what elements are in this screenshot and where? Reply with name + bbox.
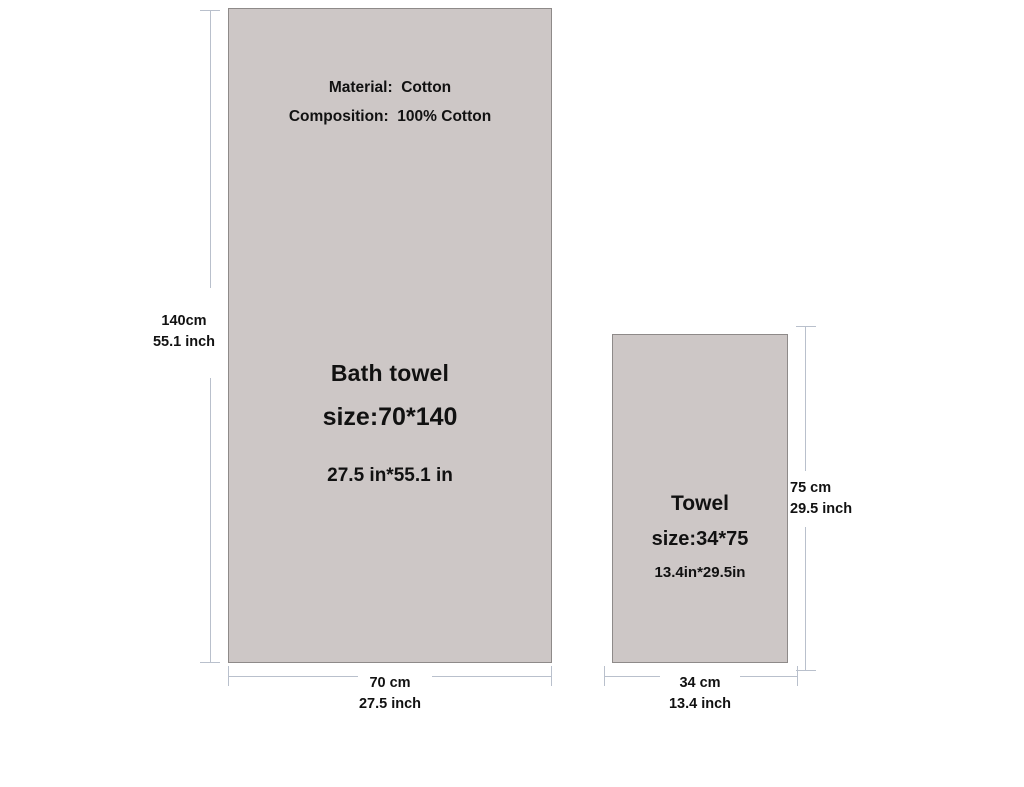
towel-width-label <box>630 673 770 715</box>
towel-label-block <box>612 490 788 584</box>
towel-width-tick-left <box>604 666 605 686</box>
bath-width-label <box>310 673 470 715</box>
bath-width-cm: 70 cm <box>369 675 411 691</box>
bath-towel-size-metric: size:70*140 <box>322 403 458 432</box>
towel-height-dimension-line-upper <box>805 326 806 471</box>
bath-height-dimension-line-upper <box>210 10 211 288</box>
towel-title: Towel <box>671 492 729 515</box>
bath-towel-title: Bath towel <box>330 360 450 386</box>
towel-height-inch: 29.5 inch <box>790 501 853 518</box>
bath-width-inch: 27.5 inch <box>358 696 422 713</box>
material-label: Material: Cotton <box>328 79 452 96</box>
towel-height-cm: 75 cm <box>790 480 832 496</box>
towel-height-tick-top <box>796 326 816 327</box>
bath-width-tick-right <box>551 666 552 686</box>
bath-height-tick-top <box>200 10 220 11</box>
towel-size-imperial: 13.4in*29.5in <box>654 564 746 582</box>
towel-height-label <box>790 478 900 520</box>
towel-height-dimension-line-lower <box>805 527 806 671</box>
towel-size-metric: size:34*75 <box>651 528 749 551</box>
towel-width-inch: 13.4 inch <box>668 696 732 713</box>
bath-height-dimension-line-lower <box>210 378 211 663</box>
bath-height-cm: 140cm <box>161 313 207 329</box>
bath-towel-size-imperial: 27.5 in*55.1 in <box>327 464 453 486</box>
bath-height-inch: 55.1 inch <box>152 334 216 351</box>
towel-height-tick-bottom <box>796 670 816 671</box>
bath-towel-label-block <box>228 358 552 488</box>
material-info-block <box>228 78 552 128</box>
composition-label: Composition: 100% Cotton <box>288 107 492 125</box>
bath-width-tick-left <box>228 666 229 686</box>
bath-height-tick-bottom <box>200 662 220 663</box>
towel-width-cm: 34 cm <box>679 675 721 691</box>
bath-height-label <box>136 311 232 353</box>
towel-width-tick-right <box>797 666 798 686</box>
